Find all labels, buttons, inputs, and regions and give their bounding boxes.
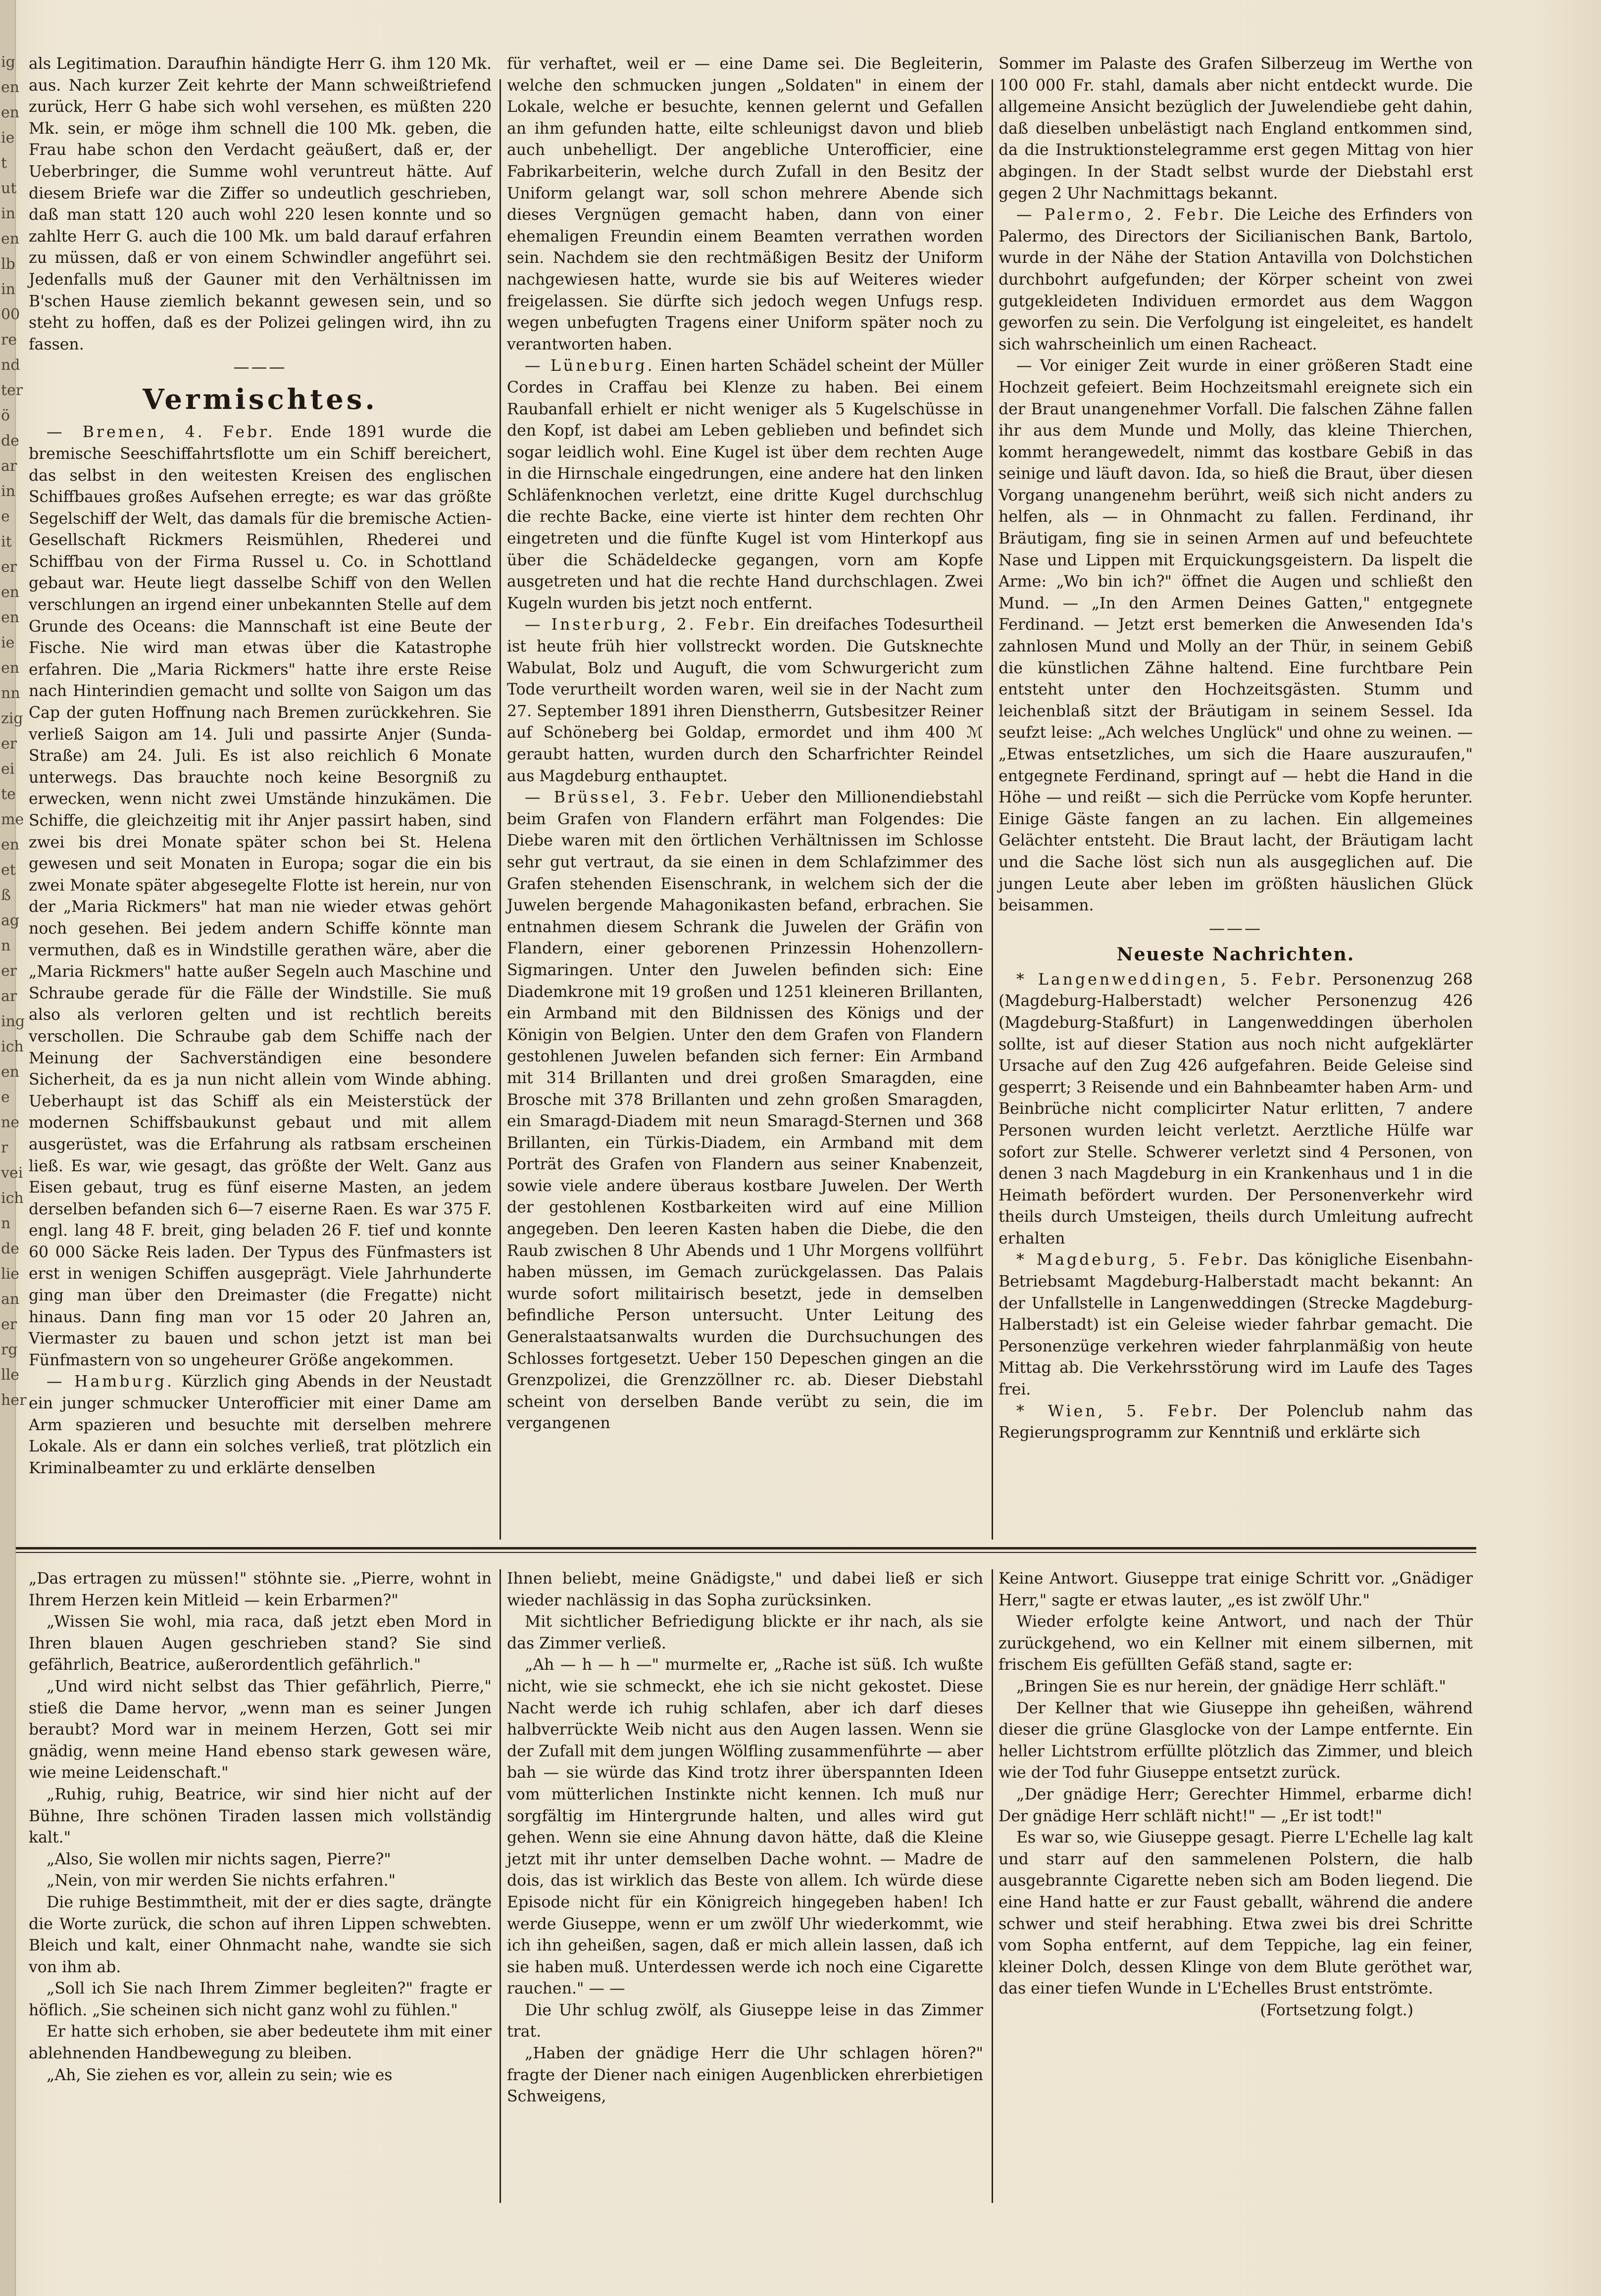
news-text: Der Polenclub nahm das Regierungsprogramm zur Kenntniß und erklärte sich: [999, 1402, 1473, 1442]
column-rule-2: [992, 79, 993, 1540]
feuilleton-rule-2: [992, 1569, 993, 2203]
news-item-palermo: [999, 204, 1473, 355]
edge-fragment: re: [1, 331, 17, 349]
column-rule-1: [500, 79, 501, 1540]
feuilleton-paragraph: Keine Antwort. Giuseppe trat einige Schritt vor. „Gnädiger Herr," sagte er etwas lauter, „es ist zwölf Uhr.": [999, 1570, 1473, 1609]
edge-fragment: ie: [1, 129, 15, 147]
feuilleton-divider: [16, 1547, 1476, 1549]
column-top-right: [999, 53, 1473, 1543]
edge-fragment: ing: [1, 1013, 25, 1030]
news-item-magdeburg: [999, 1249, 1473, 1400]
edge-fragment: ar: [1, 457, 17, 475]
edge-fragment: nd: [1, 356, 20, 374]
news-item-hochzeit: — Vor einiger Zeit wurde in einer größeren Stadt eine Hochzeit gefeiert. Beim Hochzeitsmahl ereignete sich ein der Braut unangenehmer Vorfall. Die falschen Zähne fallen ihr aus dem Munde und Molly, das kleine Thierchen, kommt herangewedelt, nimmt das kostbare Gebiß in das seinige und läuft davon. Ida, so hieß die Braut, über diesen Vorgang unangenehm berührt, weiß sich nicht anders zu helfen, als — in Ohnmacht zu fallen. Ferdinand, ihr Bräutigam, fing sie in seinen Armen auf und befeuchtete Nase und Lippen mit Erquickungsgeistern. Da lispelt die Arme: „Wo bin ich?" öffnet die Augen und schließt den Mund. — „In den Armen Deines Gatten," entgegnete Ferdinand. — Jetzt erst bemerken die Anwesenden Ida's zahnlosen Mund und Molly an der Thür, in seinem Gebiß die künstlichen Zähne haltend. Eine furchtbare Pein entsteht unter den Hochzeitsgästen. Stumm und leichenblaß sitzt der Bräutigam in seinem Sessel. Ida seufzt leise: „Ach welches Unglück" und ohne zu weinen. — „Etwas entsetzliches, um sich die Haare auszuraufen," entgegnete Ferdinand, springt auf — hebt die Hand in die Höhe — und reißt — sich die Perrücke vom Kopfe herunter. Einige Gäste fangen an zu lachen. Ein allgemeines Gelächter entsteht. Die Braut lacht, der Bräutigam lacht und die Sache löst sich nun als ausgeglichen auf. Die jungen Leute aber leben im größten häuslichen Glück beisammen.: [999, 357, 1473, 915]
feuilleton-paragraph: „Das ertragen zu müssen!" stöhnte sie. „Pierre, wohnt in Ihrem Herzen kein Mitleid — kein Erbarmen?": [29, 1570, 492, 1609]
news-text: Das königliche Eisenbahn-Betriebsamt Magdeburg-Halberstadt macht bekannt: An der Unfallstelle in Langenweddingen (Strecke Magdeburg-Halberstadt) ist ein Geleise wieder fahrbar gemacht. Die Personenzüge verkehren wieder fahrplanmäßig von heute Mittag ab. Die Verkehrsstörung wird im Laufe des Tages frei.: [999, 1251, 1473, 1399]
edge-fragment: ut: [1, 180, 17, 197]
feuilleton-divider-thin: [16, 1552, 1476, 1553]
edge-fragment: en: [1, 659, 20, 677]
feuilleton-paragraph: „Der gnädige Herr; Gerechter Himmel, erbarme dich! Der gnädige Herr schläft nicht!" — „Er ist todt!": [999, 1785, 1473, 1825]
edge-fragment: te: [1, 786, 16, 803]
news-text: Ein dreifaches Todesurtheil ist heute früh hier vollstreckt worden. Die Gutsknechte Wabulat, Bolz und Auguft, die vom Schwurgericht zum Tode verurtheilt worden waren, weil sie in der Nacht zum 27. September 1891 ihren Dienstherrn, Gutsbesitzer Reiner auf Schöneberg bei Goldap, ermordet und ihm 400 ℳ geraubt hatten, wurden durch den Scharfrichter Reindel aus Magdeburg enthauptet.: [507, 616, 984, 785]
edge-fragment: er: [1, 962, 17, 980]
edge-fragment: en: [1, 230, 20, 248]
feuilleton-paragraph: „Soll ich Sie nach Ihrem Zimmer begleiten?" fragte er höflich. „Sie scheinen sich nicht ganz wohl zu fühlen.": [29, 1980, 492, 2019]
edge-fragment: er: [1, 735, 17, 752]
feuilleton-paragraph: „Ah, Sie ziehen es vor, allein zu sein; wie es: [47, 2066, 393, 2084]
feuilleton-paragraph: „Wissen Sie wohl, mia raca, daß jetzt eben Mord in Ihren blauen Augen geschrieben stand? Sie sind gefährlich, Beatrice, außerordentlich gefährlich.": [29, 1613, 492, 1674]
feuilleton-paragraph: Wieder erfolgte keine Antwort, und nach der Thür zurückgehend, wo ein Kellner mit einem silbernen, mit frischem Eis gefüllten Gefäß stand, sagte er:: [999, 1613, 1473, 1674]
edge-fragment: ar: [1, 988, 17, 1005]
feuilleton-paragraph: Die ruhige Bestimmtheit, mit der er dies sagte, drängte die Worte zurück, die schon auf ihren Lippen schwebten. Bleich und kalt, einer Ohnmacht nahe, wandte sie sich von ihm ab.: [29, 1893, 492, 1976]
edge-fragment: n: [1, 1215, 11, 1232]
dateline: — Hamburg.: [47, 1373, 174, 1391]
edge-fragment: in: [1, 205, 15, 222]
edge-fragment: n: [1, 937, 11, 954]
edge-fragment: t: [1, 154, 7, 172]
edge-fragment: e: [1, 1089, 10, 1106]
feuilleton-paragraph: „Ah — h — h —" murmelte er, „Rache ist süß. Ich wußte nicht, wie sie schmeckt, ehe ich sie nicht gekostet. Diese Nacht werde ich ruhig schlafen, aber ich darf dieses halbverrückte Weib nicht aus den Augen lassen. Wenn sie der Zufall mit dem jungen Wölfling zusammenführte — aber bah — sie würde das Kind trotz ihrer überspannten Ideen vom mütterlichen Instinkte nicht kennen. Ich muß nur sorgfältig im Hintergrunde halten, und alles wird gut gehen. Wenn sie eine Ahnung davon hätte, daß die Kleine jetzt mit ihr unter demselben Dache wohnt. — Madre de dois, das ist wirklich das Beste von allem. Ich würde diese Episode nicht für ein Königreich hingegeben haben! Ich werde Giuseppe, wenn er um zwölf Uhr wiederkommt, wie ich ihn geheißen, sagen, daß er mich allein lassen, daß ich sie haben muß. Unterdessen werde ich noch eine Cigarette rauchen." — —: [507, 1656, 983, 1998]
article-text: Sommer im Palaste des Grafen Silberzeug im Werthe von 100 000 Fr. stahl, damals aber nicht entdeckt wurde. Die allgemeine Ansicht bezüglich der Juwelendiebe geht dahin, daß dieselben unbelästigt nach England entkommen sind, da die Instruktionstelegramme erst gegen Mittag von hier abgingen. In der Stadt selbst wurde der Diebstahl erst gegen 2 Uhr Nachmittags bekannt.: [999, 55, 1473, 202]
news-item-bremen: [29, 422, 492, 1371]
edge-fragment: en: [1, 584, 20, 601]
section-title-vermischtes: Vermischtes.: [143, 383, 378, 416]
edge-fragment: her: [1, 1392, 27, 1409]
edge-fragment: en: [1, 609, 20, 626]
column-top-middle: [507, 53, 983, 1543]
feuilleton-paragraph: „Also, Sie wollen mir nichts sagen, Pierre?": [47, 1850, 391, 1868]
edge-fragment: in: [1, 281, 15, 298]
news-text: Ende 1891 wurde die bremische Seeschiffahrtsflotte um ein Schiff bereichert, das selbst in den weitesten Kreisen des englischen Schiffbaues großes Aufsehen erregte; es war das größte Segelschiff der Welt, das damals für die bremische Actien-Gesellschaft Rickmers Reismühlen, Rhederei und Schiffbau von der Firma Russel u. Co. in Schottland gebaut war. Heute liegt dasselbe Schiff von den Wellen verschlungen an irgend einer unbekannten Stelle auf dem Grunde des Oceans: die Mannschaft ist eine Beute der Fische. Nie wird man etwas über die Katastrophe erfahren. Die „Maria Rickmers" hatte ihre erste Reise nach Hinterindien gemacht und sollte von Saigon um das Cap der guten Hoffnung nach Bremen zurückkehren. Sie verließ Saigon am 14. Juli und passirte Anjer (Sunda-Straße) am 24. Juli. Es ist also reichlich 6 Monate unterwegs. Das brauchte noch keine Besorgniß zu erwecken, wenn nicht zwei Umstände hinzukämen. Die Schiffe, die gleichzeitig mit ihr Anjer passirt haben, sind zwei bis drei Monate später schon bei St. Helena gewesen und seit Monaten in Europa; sogar die ein bis zwei Monate später abgesegelte Flotte ist herein, nur von der „Maria Rickmers" hat man nie wieder etwas gehört noch gesehen. Bei jedem andern Schiffe könnte man vermuthen, daß es in Windstille gerathen wäre, aber die „Maria Rickmers" hatte außer Segeln auch Maschine und Schraube gerade für die Fälle der Windstille. Sie muß also als verloren gelten und ist rechtlich bereits verschollen. Die Schraube gab dem Schiffe nach der Meinung der Sachverständigen eine besondere Sicherheit, da es ja nun nicht allein vom Winde abhing. Ueberhaupt ist das Schiff als ein Meisterstück der modernen Schiffsbaukunst gebaut und mit allem ausgerüstet, was die Erfahrung als ratbsam erscheinen ließ. Es war, wie gesagt, das größte der Welt. Ganz aus Eisen gebaut, trug es fünf eiserne Masten, an jedem derselben befanden sich 6—7 eiserne Raen. Es war 375 F. engl. lang 48 F. breit, ging beladen 26 F. tief und konnte 60 000 Säcke Reis laden. Der Typus des Fünfmasters ist erst in wenigen Schiffen ausgeprägt. Viele Jahrhunderte ging man über den Dreimaster (die Fregatte) nicht hinaus. Dann fing man vor 15 oder 20 Jahren an, Viermaster zu bauen und schon jetzt ist man bei Fünfmastern von so ungeheurer Größe angekommen.: [29, 423, 492, 1369]
edge-fragment: en: [1, 1063, 20, 1081]
edge-fragment: it: [1, 533, 12, 550]
feuilleton-paragraph: Der Kellner that wie Giuseppe ihn geheißen, während dieser die grüne Glasglocke von der Lampe entfernte. Ein heller Lichtstrom erfüllte plötzlich das Zimmer, und bleich wie der Tod fuhr Giuseppe entsetzt zurück.: [999, 1699, 1473, 1782]
edge-fragment: en: [1, 836, 20, 853]
section-title-neueste-nachrichten: Neueste Nachrichten.: [1116, 944, 1355, 965]
news-item-langenweddingen: [999, 969, 1473, 1250]
article-text: für verhaftet, weil er — eine Dame sei. Die Begleiterin, welche den schmucken jungen „Soldaten" in einem der Lokale, welche er besuchte, kennen gelernt und Gefallen an ihm gefunden hatte, eilte schleunigst davon und blieb auch unbehelligt. Der angebliche Unterofficier, eine Fabrikarbeiterin, welche durch Zufall in den Besitz der Uniform gelangt war, soll schon mehrere Abende sich dieses Vergnügen gemacht haben, dann von einer ehemaligen Freundin einem Beamten verrathen worden sein. Nachdem sie den rechtmäßigen Besitz der Uniform nachgewiesen hatte, wurde sie bis auf Weiteres wieder freigelassen. Sie dürfte sich jedoch wegen Unfugs resp. wegen unbefugten Tragens einer Uniform später noch zu verantworten haben.: [507, 55, 983, 353]
edge-fragment: nn: [1, 685, 20, 702]
edge-fragment: in: [1, 483, 15, 500]
feuilleton-paragraph: „Und wird nicht selbst das Thier gefährlich, Pierre," stieß die Dame hervor, „wenn man es seiner Jungen beraubt? Mord war in meinem Herzen, Gott sei mir gnädig, wenn meine Hand ebenso stark gewesen wäre, wie meine Leidenschaft.": [29, 1677, 492, 1782]
news-item-wien: [999, 1401, 1473, 1444]
edge-fragment: an: [1, 1291, 20, 1308]
feuilleton-column-right: [999, 1568, 1473, 2212]
edge-fragment: er: [1, 1316, 17, 1333]
dateline: * Wien, 5. Febr.: [1016, 1402, 1220, 1420]
edge-fragment: er: [1, 558, 17, 576]
news-item-hamburg: [29, 1371, 492, 1479]
edge-fragment: ich: [1, 1038, 24, 1055]
edge-fragment: ne: [1, 1114, 20, 1131]
continuation-note: (Fortsetzung folgt.): [1260, 2001, 1413, 2019]
feuilleton-paragraph: Ihnen beliebt, meine Gnädigste," und dabei ließ er sich wieder nachlässig in das Sopha zurücksinken.: [507, 1570, 983, 1609]
edge-fragment: zig: [1, 710, 23, 727]
feuilleton-paragraph: Er hatte sich erhoben, sie aber bedeutete ihm mit einer ablehnenden Handbewegung zu bleiben.: [29, 2023, 492, 2063]
edge-fragment: ich: [1, 1190, 24, 1207]
dateline: — Bremen, 4. Febr.: [47, 423, 275, 442]
feuilleton-column-left: [29, 1568, 492, 2212]
feuilleton-rule-1: [500, 1569, 501, 2203]
feuilleton-paragraph: Mit sichtlicher Befriedigung blickte er ihr nach, als sie das Zimmer verließ.: [507, 1613, 983, 1652]
news-text: Einen harten Schädel scheint der Müller Cordes in Craffau bei Klenze zu haben. Bei einem Raubanfall erhielt er nicht weniger als 5 Kugelschüsse in den Kopf, ist dabei am Leben geblieben und befindet sich sogar leidlich wohl. Eine Kugel ist über dem rechten Auge in die Hirnschale eingedrungen, eine andere hat den linken Schläfenknochen verletzt, eine dritte Kugel durchschlug die rechte Backe, eine vierte ist hinter dem rechten Ohr eingetreten und die fünfte Kugel ist vom Hinterkopf aus über die Schädeldecke gegangen, vorn am Kopfe ausgetreten und hat die rechte Hand durchschlagen. Zwei Kugeln wurden bis jetzt noch entfernt.: [507, 357, 983, 612]
edge-fragment: ie: [1, 634, 15, 651]
edge-fragment: en: [1, 79, 20, 96]
edge-fragment: de: [1, 1240, 19, 1257]
edge-fragment: en: [1, 104, 20, 121]
dateline: * Langenweddingen, 5. Febr.: [1016, 970, 1324, 989]
edge-fragment: lb: [1, 255, 15, 273]
edge-fragment: rg: [1, 1341, 18, 1358]
feuilleton-paragraph: „Nein, von mir werden Sie nichts erfahren.": [47, 1872, 396, 1890]
dateline: — Insterburg, 2. Febr.: [525, 616, 757, 634]
section-separator: ———: [1209, 918, 1262, 938]
news-item-insterburg: [507, 614, 983, 787]
edge-fragment: ö: [1, 407, 10, 424]
dateline: * Magdeburg, 5. Febr.: [1016, 1251, 1251, 1269]
dateline: — Lüneburg.: [525, 357, 655, 375]
feuilleton-column-middle: [507, 1568, 983, 2212]
news-text: Die Leiche des Erfinders von Palermo, des Directors der Sicilianischen Bank, Bartolo, wurde in der Nähe der Station Antavilla von Dolchstichen durchbohrt aufgefunden; der Körper scheint von zwei gutgekleideten Individuen ermordet aus dem Waggon geworfen zu sein. Die Verfolgung ist eingeleitet, es handelt sich wahrscheinlich um einen Racheact.: [999, 206, 1473, 353]
edge-fragment: lie: [1, 1265, 19, 1283]
edge-fragment: r: [1, 1139, 8, 1156]
edge-fragment: me: [1, 811, 24, 828]
article-text: als Legitimation. Daraufhin händigte Herr G. ihm 120 Mk. aus. Nach kurzer Zeit kehrte der Mann schweißtriefend zurück, Herr G habe sich wohl versehen, es müßten 220 Mk. sein, er möge ihm schnell die 100 Mk. geben, die Frau habe schon den Verdacht geäußert, daß er, der Ueberbringer, die Summe wohl veruntreut hätte. Auf diesem Briefe war die Ziffer so undeutlich geschrieben, daß man statt 120 auch wohl 220 lesen konnte und so zahlte Herr G. auch die 100 Mk. um bald darauf erfahren zu müssen, daß er von einem Schwindler angeführt sei. Jedenfalls muß der Gauner mit den Verhältnissen im B'schen Hause ziemlich bekannt gewesen sein, und so steht zu hoffen, daß es der Polizei gelingen wird, ihn zu fassen.: [29, 55, 492, 353]
section-separator: ———: [233, 357, 287, 377]
news-text: Kürzlich ging Abends in der Neustadt ein junger schmucker Unterofficier mit einer Dame am Arm spazieren und besuchte mit derselben mehrere Lokale. Als er dann ein solches verließ, trat plötzlich ein Kriminalbeamter zu und erklärte denselben: [29, 1373, 492, 1477]
edge-fragment: e: [1, 508, 10, 525]
news-item-bruessel: [507, 787, 983, 1435]
feuilleton-paragraph: Die Uhr schlug zwölf, als Giuseppe leise in das Zimmer trat.: [507, 2001, 983, 2041]
edge-fragment: ei: [1, 760, 15, 778]
feuilleton-paragraph: „Haben der gnädige Herr die Uhr schlagen hören?" fragte der Diener nach einigen Augenblicken ehrerbietigen Schweigens,: [507, 2045, 983, 2106]
adjacent-page-fragments: [1, 50, 27, 2228]
dateline: — Palermo, 2. Febr.: [1016, 206, 1227, 224]
edge-fragment: ter: [1, 382, 23, 399]
news-text: Ueber den Millionendiebstahl beim Grafen von Flandern erfährt man Folgendes: Die Diebe waren mit den örtlichen Verhältnissen im Schlosse sehr gut vertraut, da sie einen in dem Schlafzimmer des Grafen stehenden Eisenschrank, in welchem sich der die Juwelen bergende Mahagonikasten befand, erbrachen. Sie entnahmen diesem Schrank die Juwelen der Gräfin von Flandern, einer geborenen Prinzessin Hohenzollern-Sigmaringen. Unter den Juwelen befinden sich: Eine Diademkrone mit 19 großen und 1251 kleineren Brillanten, ein Armband mit den Bildnissen des Königs und der Königin von Belgien. Unter den dem Grafen von Flandern gestohlenen Juwelen befanden sich ferner: Ein Armband mit 314 Brillanten und drei großen Smaragden, eine Brosche mit 378 Brillanten und zehn großen Smaragden, ein Smaragd-Diadem mit neun Smaragd-Sternen und 368 Brillanten, ein Türkis-Diadem, ein Armband mit dem Porträt des Grafen von Flandern aus seiner Knabenzeit, sowie viele andere überaus kostbare Juwelen. Der Werth der gestohlenen Kostbarkeiten wird auf eine Million angegeben. Den leeren Kasten haben die Diebe, die den Raub zwischen 8 Uhr Abends und 1 Uhr Morgens vollführt haben müssen, im Gemach zurückgelassen. Das Palais wurde sofort militairisch besetzt, jede in demselben befindliche Person untersucht. Unter Leitung des Generalstaatsanwalts wurden die Durchsuchungen des Schlosses fortgesetzt. Ueber 150 Depeschen gingen an die Grenzpolizei, die Grenzzöllner rc. ab. Dieser Diebstahl scheint von derselben Bande verübt zu sein, die im vergangenen: [507, 789, 984, 1433]
edge-fragment: 00: [1, 306, 20, 323]
feuilleton-paragraph: „Ruhig, ruhig, Beatrice, wir sind hier nicht auf der Bühne, Ihre schönen Tiraden lassen mich vollständig kalt.": [29, 1785, 492, 1847]
dateline: — Brüssel, 3. Febr.: [525, 789, 732, 807]
edge-fragment: ag: [1, 912, 20, 929]
binding-edge: [0, 0, 27, 2296]
edge-fragment: et: [1, 861, 16, 879]
feuilleton-paragraph: Es war so, wie Giuseppe gesagt. Pierre L'Echelle lag kalt und starr auf den sammelenen Polstern, die halb ausgebrannte Cigarette neben sich am Boden liegend. Die eine Hand hatte er zur Faust geballt, während die andere schwer und steif herabhing. Etwa zwei bis drei Schritte vom Sopha entfernt, auf dem Teppiche, lag ein feiner, kleiner Dolch, dessen Klinge von dem Blute geröthet war, das einer tiefen Wunde in L'Echelles Brust entströmte.: [999, 1829, 1473, 1998]
edge-fragment: ig: [1, 53, 15, 71]
feuilleton-paragraph: „Bringen Sie es nur herein, der gnädige Herr schläft.": [1016, 1677, 1446, 1696]
news-text: Personenzug 268 (Magdeburg-Halberstadt) welcher Personenzug 426 (Magdeburg-Staßfurt) in Langenweddingen überholen sollte, ist auf dieser Station aus noch nicht aufgeklärter Ursache auf den Zug 426 aufgefahren. Beide Geleise sind gesperrt; 3 Reisende und ein Bahnbeamter haben Arm- und Beinbrüche nicht complicirter Natur erlitten, 7 andere Personen wurden leicht verletzt. Aerztliche Hülfe war sofort zur Stelle. Schwerer verletzt sind 4 Personen, von denen 3 nach Magdeburg in ein Krankenhaus und 1 in die Heimath befördert wurden. Der Personenverkehr wird theils durch Umsteigen, theils durch Umleitung aufrecht erhalten: [999, 970, 1473, 1248]
edge-fragment: de: [1, 432, 19, 449]
edge-fragment: ß: [1, 887, 11, 904]
edge-fragment: lle: [1, 1366, 19, 1384]
edge-fragment: vei: [1, 1164, 23, 1182]
column-top-left: [29, 53, 492, 1543]
news-item-lueneburg: [507, 355, 983, 614]
